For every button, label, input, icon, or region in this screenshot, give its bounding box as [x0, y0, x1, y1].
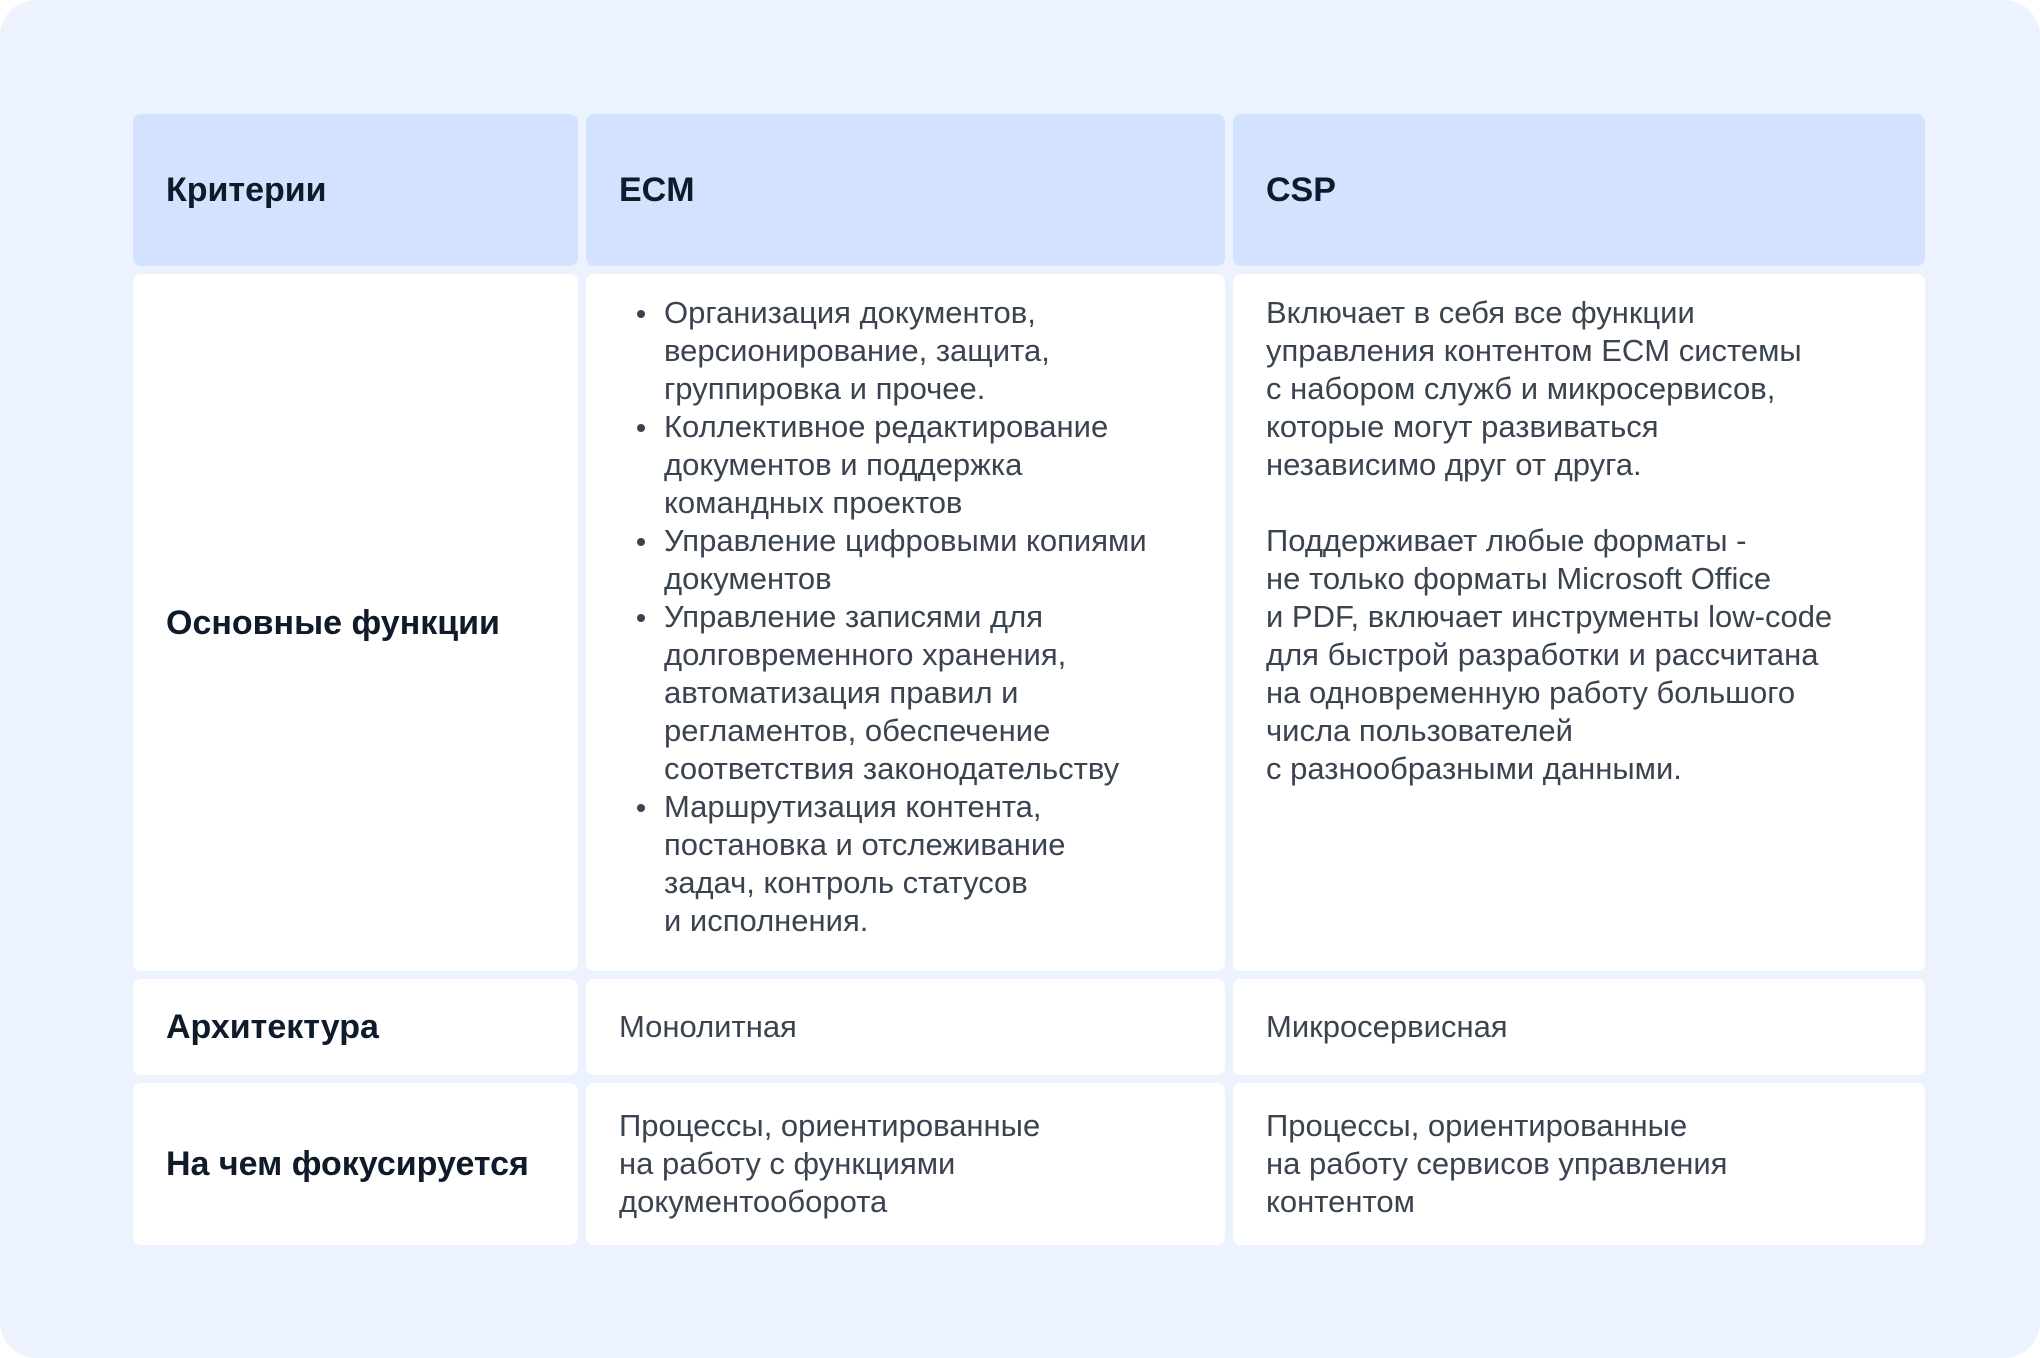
criterion-label: Основные функции [166, 603, 500, 642]
csp-functions-text [1266, 294, 1832, 788]
header-csp [1233, 114, 1925, 266]
list-item: Организация документов, версионирование, защита, группировка и прочее. [664, 294, 1147, 408]
header-ecm [586, 114, 1225, 266]
criterion-focus [133, 1083, 578, 1245]
header-criteria-label: Критерии [166, 171, 327, 209]
list-item: Маршрутизация контента, постановка и отслеживание задач, контроль статусов и исполнения. [664, 788, 1147, 940]
csp-focus [1233, 1083, 1925, 1245]
list-item: Коллективное редактирование документов и поддержка командных проектов [664, 408, 1147, 522]
paragraph: Включает в себя все функции управления контентом ECM системы с набором служб и микросервисов, которые могут развиваться независимо друг от друга. [1266, 295, 1802, 482]
list-item: Управление цифровыми копиями документов [664, 523, 1147, 596]
cell-value: Микросервисная [1266, 1009, 1508, 1044]
header-csp-label: CSP [1266, 171, 1336, 209]
ecm-focus [586, 1083, 1225, 1245]
cell-value: Процессы, ориентированные на работу с функциями документооборота [619, 1108, 1041, 1219]
list-item: Управление записями для долговременного хранения, автоматизация правил и регламентов, обеспечение соответствия законодательству [664, 598, 1147, 788]
ecm-architecture [586, 979, 1225, 1075]
criterion-label: Архитектура [166, 1008, 379, 1046]
cell-value: Процессы, ориентированные на работу сервисов управления контентом [1266, 1108, 1728, 1219]
criterion-main-functions [133, 274, 578, 971]
paragraph: Поддерживает любые форматы - не только форматы Microsoft Office и PDF, включает инструменты low-code для быстрой разработки и рассчитана на одновременную работу большого числа пользователей с разнообразными данными. [1266, 523, 1833, 786]
csp-main-functions [1233, 274, 1925, 971]
criterion-label: На чем фокусируется [166, 1145, 529, 1183]
csp-architecture [1233, 979, 1925, 1075]
header-criteria [133, 114, 578, 266]
ecm-functions-list [619, 294, 1147, 940]
ecm-main-functions [586, 274, 1225, 971]
criterion-architecture [133, 979, 578, 1075]
header-ecm-label: ECM [619, 171, 695, 209]
cell-value: Монолитная [619, 1009, 797, 1044]
comparison-table [133, 114, 1925, 1245]
